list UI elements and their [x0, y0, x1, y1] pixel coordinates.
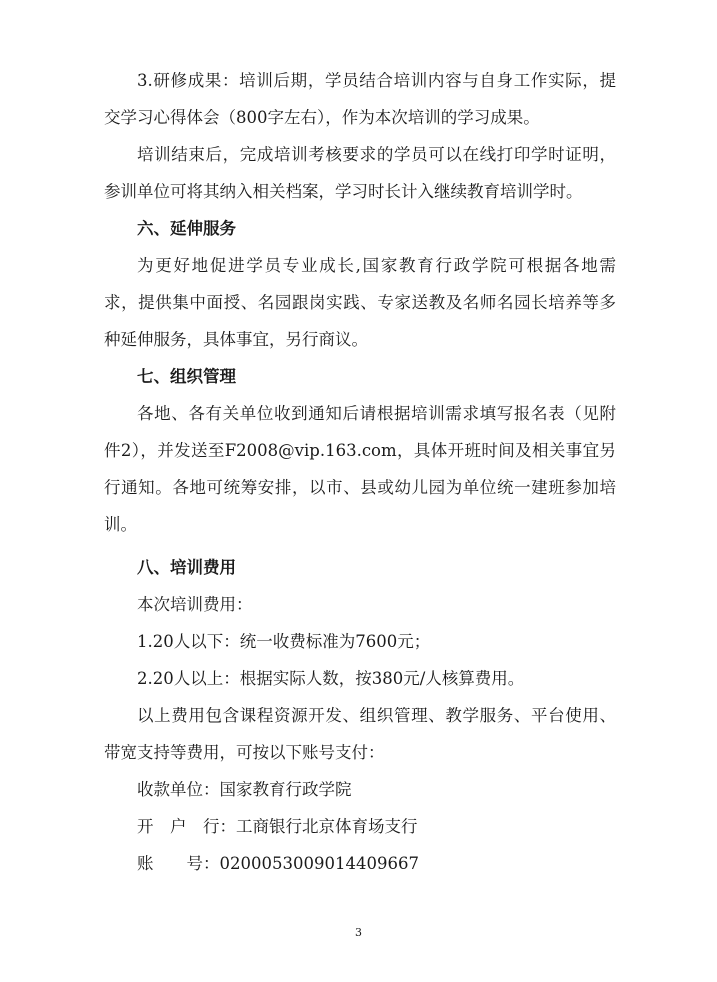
text-line: 收款单位：国家教育行政学院: [137, 780, 352, 799]
text-line: 件2），并发送至F2008@vip.163.com，具体开班时间及相关事宜另: [104, 441, 616, 460]
text-line: 以上费用包含课程资源开发、组织管理、教学服务、平台使用、: [137, 706, 616, 725]
text-line: 行通知。各地可统筹安排，以市、县或幼儿园为单位统一建班参加培: [104, 478, 616, 497]
section-heading: 七、组织管理: [137, 367, 236, 386]
text-line: 1.20人以下：统一收费标准为7600元；: [137, 632, 431, 651]
text-line: 参训单位可将其纳入相关档案，学习时长计入继续教育培训学时。: [104, 182, 583, 201]
section-heading: 六、延伸服务: [137, 219, 236, 238]
page-number: 3: [355, 926, 362, 939]
text-line: 交学习心得体会（800字左右），作为本次培训的学习成果。: [104, 108, 540, 127]
text-line: 种延伸服务，具体事宜，另行商议。: [104, 330, 368, 349]
text-line: 账 号：0200053009014409667: [137, 854, 419, 873]
text-line: 2.20人以上：根据实际人数，按380元/人核算费用。: [137, 669, 525, 688]
text-line: 为更好地促进学员专业成长,国家教育行政学院可根据各地需: [137, 256, 616, 275]
section-heading: 八、培训费用: [137, 558, 236, 577]
text-line: 3.研修成果：培训后期，学员结合培训内容与自身工作实际，提: [137, 71, 616, 90]
text-line: 训。: [104, 515, 137, 534]
text-line: 求，提供集中面授、名园跟岗实践、专家送教及名师名园长培养等多: [104, 293, 616, 312]
text-line: 带宽支持等费用，可按以下账号支付：: [104, 743, 385, 762]
text-line: 开 户 行：工商银行北京体育场支行: [137, 817, 418, 836]
text-line: 本次培训费用：: [137, 595, 253, 614]
text-line: 培训结束后，完成培训考核要求的学员可以在线打印学时证明，: [137, 145, 616, 164]
text-line: 各地、各有关单位收到通知后请根据培训需求填写报名表（见附: [137, 404, 616, 423]
document-body: [104, 62, 616, 882]
